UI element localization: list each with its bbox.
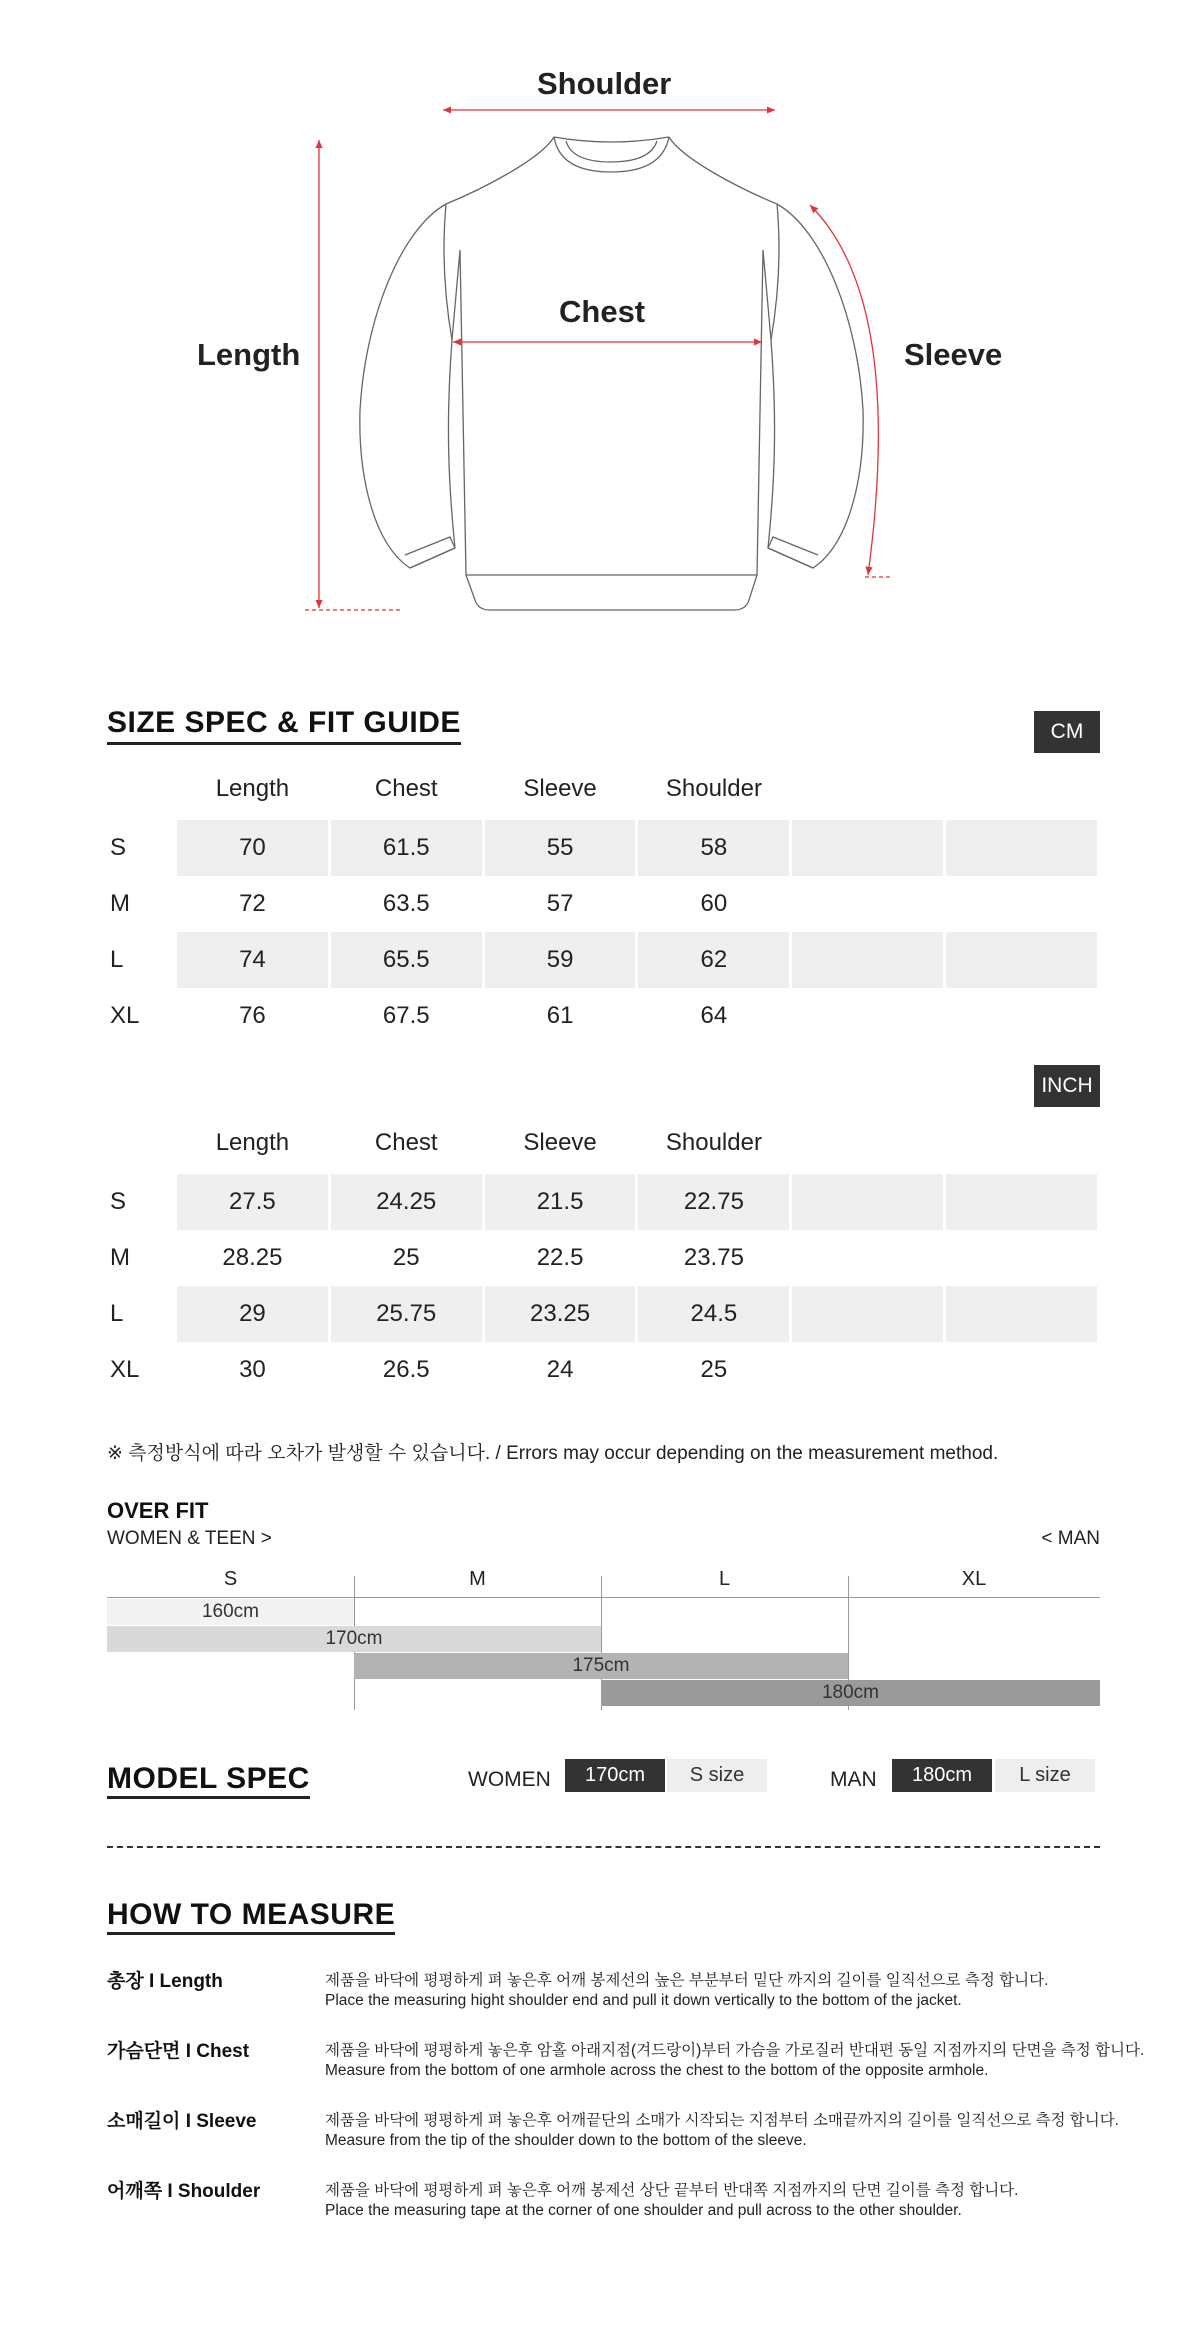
value-cell: 60 [700,890,728,917]
how-desc-ko: 제품을 바닥에 평평하게 놓은후 암홀 아래지점(겨드랑이)부터 가슴을 가로질러 반대편 동일 지점까지의 단면을 측정 합니다. [325,2042,1145,2059]
value-cell: 30 [239,1356,266,1383]
column-header: Shoulder [665,1129,762,1156]
height-bar-160: 160cm [107,1599,354,1625]
value-cell: 26.5 [382,1356,430,1383]
measurement-diagram [0,0,1202,640]
size-table-cm [107,758,1100,1044]
value-cell: 28.25 [222,1244,283,1271]
size-spec-title: SIZE SPEC & FIT GUIDE [107,706,461,745]
size-table-inch [107,1112,1100,1398]
value-cell: 76 [239,1002,266,1029]
value-cell: 58 [638,820,789,876]
unit-badge-inch: INCH [1034,1065,1100,1107]
value-cell: 23.75 [683,1244,744,1271]
size-cell: M [110,1244,130,1271]
value-cell: 74 [177,932,328,988]
measurement-note: ※ 측정방식에 따라 오차가 발생할 수 있습니다. / Errors may occur depending on the measurement method. [107,1443,999,1464]
height-bar-170: 170cm [107,1626,601,1652]
chest-label: Chest [559,294,646,329]
value-cell: 70 [177,820,328,876]
model-man-size: L size [995,1759,1095,1792]
how-label-length: 총장 I Length [107,1971,223,1992]
value-cell: 65.5 [331,932,482,988]
women-teen-label: WOMEN & TEEN > [107,1528,272,1549]
dashed-divider [107,1846,1100,1848]
size-cell: M [110,890,130,917]
how-desc-en: Measure from the bottom of one armhole across the chest to the bottom of the opposite armhole. [325,2062,989,2079]
table-row [110,1286,1097,1342]
fit-scale-line [107,1597,1100,1598]
column-header: Chest [374,1129,438,1156]
how-label-shoulder: 어깨쪽 I Shoulder [107,2181,261,2202]
size-cell: XL [110,1356,140,1383]
column-header: Length [215,775,290,802]
table-row [110,1230,1097,1286]
value-cell: 72 [239,890,266,917]
how-to-measure-title: HOW TO MEASURE [107,1898,395,1935]
model-spec-title: MODEL SPEC [107,1762,310,1799]
value-cell: 24.25 [331,1174,482,1230]
model-women-size: S size [667,1759,767,1792]
table-row [110,876,1097,932]
value-cell: 25.75 [331,1286,482,1342]
value-cell: 24.5 [638,1286,789,1342]
column-header: Sleeve [523,775,597,802]
fit-size-m: M [469,1568,486,1590]
size-cell: L [110,1300,124,1327]
height-bar-180: 180cm [601,1680,1100,1706]
value-cell: 25 [392,1244,420,1271]
value-cell: 21.5 [485,1174,636,1230]
value-cell: 61.5 [331,820,482,876]
value-cell: 27.5 [177,1174,328,1230]
value-cell: 24 [546,1356,574,1383]
column-header: Chest [374,775,438,802]
value-cell: 64 [700,1002,728,1029]
column-header: Sleeve [523,1129,597,1156]
value-cell: 25 [700,1356,728,1383]
table-header-row [110,758,1097,820]
value-cell: 62 [638,932,789,988]
value-cell: 59 [485,932,636,988]
shoulder-label: Shoulder [537,66,672,101]
size-cell: XL [110,1002,140,1029]
column-header: Length [215,1129,290,1156]
size-cell: S [110,1188,127,1215]
how-desc-ko: 제품을 바닥에 평평하게 펴 놓은후 어깨 봉제선의 높은 부분부터 밑단 까지의 길이를 일직선으로 측정 합니다. [325,1972,1049,1989]
value-cell: 22.75 [638,1174,789,1230]
height-bar-175: 175cm [354,1653,848,1679]
fit-size-xl: XL [961,1568,987,1590]
table-row [110,988,1097,1044]
how-desc-en: Place the measuring hight shoulder end and pull it down vertically to the bottom of the jacket. [325,1992,962,2009]
length-label: Length [197,337,301,372]
unit-badge-cm: CM [1034,711,1100,753]
man-label: < MAN [1041,1528,1100,1549]
how-desc-ko: 제품을 바닥에 평평하게 펴 놓은후 어깨끝단의 소매가 시작되는 지점부터 소매끝까지의 길이를 일직선으로 측정 합니다. [325,2112,1119,2129]
table-header-row [110,1112,1097,1174]
size-cell: S [110,834,127,861]
model-man-height: 180cm [892,1759,992,1792]
value-cell: 22.5 [536,1244,584,1271]
value-cell: 63.5 [382,890,430,917]
model-women-label: WOMEN [468,1768,551,1791]
model-women-height: 170cm [565,1759,665,1792]
table-row [110,1342,1097,1398]
how-desc-ko: 제품을 바닥에 평평하게 펴 놓은후 어깨 봉제선 상단 끝부터 반대쪽 지점까지의 단면 길이를 측정 합니다. [325,2182,1019,2199]
fit-size-s: S [223,1568,238,1590]
how-desc-en: Measure from the tip of the shoulder down to the bottom of the sleeve. [325,2132,807,2149]
model-man-label: MAN [830,1768,877,1791]
value-cell: 29 [177,1286,328,1342]
table-row [110,820,1097,876]
how-label-chest: 가슴단면 I Chest [107,2041,250,2062]
value-cell: 67.5 [382,1002,430,1029]
value-cell: 23.25 [485,1286,636,1342]
value-cell: 61 [546,1002,574,1029]
value-cell: 55 [485,820,636,876]
value-cell: 57 [546,890,574,917]
column-header: Shoulder [665,775,762,802]
table-row [110,932,1097,988]
how-label-sleeve: 소매길이 I Sleeve [107,2111,257,2132]
fit-size-l: L [718,1568,731,1590]
fit-title: OVER FIT [107,1498,209,1523]
size-cell: L [110,946,124,973]
how-desc-en: Place the measuring tape at the corner of one shoulder and pull across to the other shoulder. [325,2202,962,2219]
table-row [110,1174,1097,1230]
sleeve-label: Sleeve [904,337,1003,372]
